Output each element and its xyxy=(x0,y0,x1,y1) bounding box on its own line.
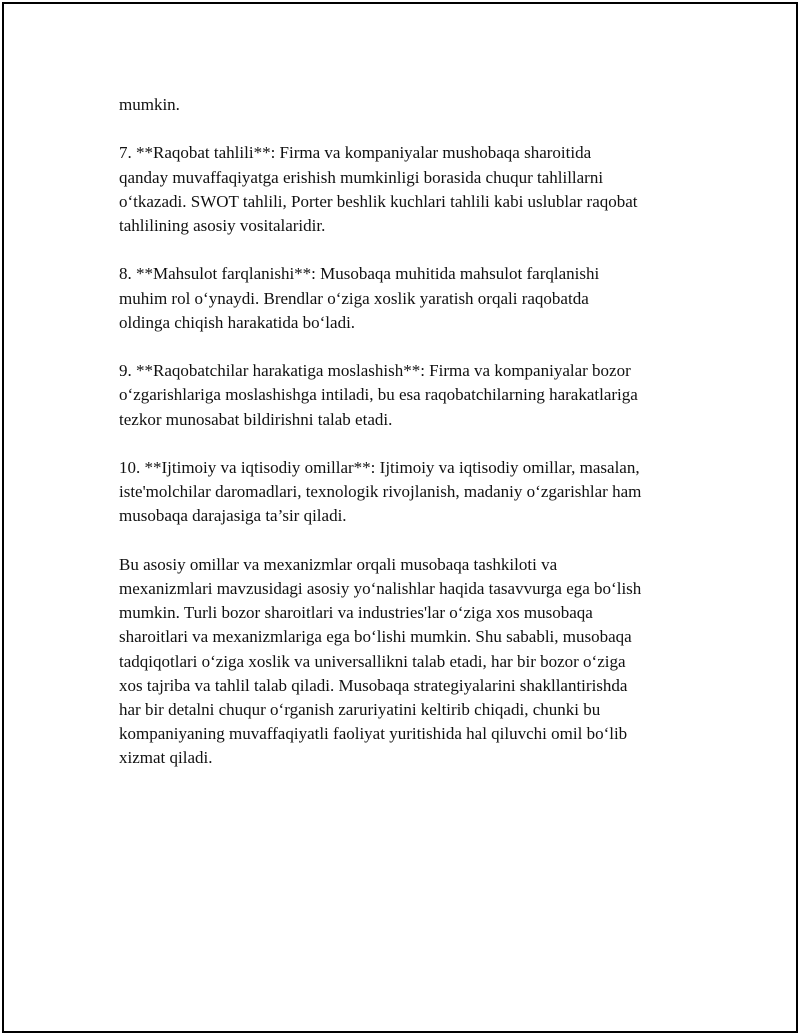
text-line: 8. **Mahsulot farqlanishi**: Musobaqa muhitida mahsulot farqlanishi xyxy=(119,264,600,284)
document-page xyxy=(2,2,798,1033)
text-line: musobaqa darajasiga ta’sir qiladi. xyxy=(119,506,347,526)
text-line: xizmat qiladi. xyxy=(119,748,213,768)
text-line: tahlilining asosiy vositalaridir. xyxy=(119,216,326,235)
text-line: qanday muvaffaqiyatga erishish mumkinligi borasida chuqur tahlillarni xyxy=(119,167,604,187)
paragraph-item-9 xyxy=(119,359,699,432)
text-line: sharoitlari va mexanizmlariga ega bo‘lishi mumkin. Shu sababli, musobaqa xyxy=(119,627,632,647)
text-line: har bir detalni chuqur o‘rganish zaruriyatini keltirib chiqadi, chunki bu xyxy=(119,700,601,719)
text-line: tezkor munosabat bildirishni talab etadi. xyxy=(119,409,393,429)
text-line: o‘tkazadi. SWOT tahlili, Porter beshlik kuchlari tahlili kabi uslublar raqobat xyxy=(119,191,638,211)
text-line: o‘zgarishlariga moslashishga intiladi, bu esa raqobatchilarning harakatlariga xyxy=(119,385,638,405)
text-line: 7. **Raqobat tahlili**: Firma va kompaniyalar mushobaqa sharoitida xyxy=(119,143,592,163)
text-line: xos tajriba va tahlil talab qiladi. Musobaqa strategiyalarini shakllantirishda xyxy=(119,675,628,695)
paragraph-item-10 xyxy=(119,456,699,529)
paragraph-conclusion xyxy=(119,553,699,771)
paragraph-item-8 xyxy=(119,262,699,335)
text-line: muhim rol o‘ynaydi. Brendlar o‘ziga xoslik yaratish orqali raqobatda xyxy=(119,288,589,308)
document-body xyxy=(119,93,699,795)
text-line: kompaniyaning muvaffaqiyatli faoliyat yuritishida hal qiluvchi omil bo‘lib xyxy=(119,724,628,744)
text-line: mumkin. xyxy=(119,95,180,114)
paragraph-continuation xyxy=(119,93,699,117)
text-line: Bu asosiy omillar va mexanizmlar orqali musobaqa tashkiloti va xyxy=(119,554,558,574)
text-line: 9. **Raqobatchilar harakatiga moslashish**: Firma va kompaniyalar bozor xyxy=(119,361,631,381)
text-line: mumkin. Turli bozor sharoitlari va industries'lar o‘ziga xos musobaqa xyxy=(119,603,593,623)
text-line: tadqiqotlari o‘ziga xoslik va universallikni talab etadi, har bir bozor o‘ziga xyxy=(119,651,626,671)
paragraph-item-7 xyxy=(119,141,699,238)
text-line: 10. **Ijtimoiy va iqtisodiy omillar**: Ijtimoiy va iqtisodiy omillar, masalan, xyxy=(119,457,640,477)
text-line: iste'molchilar daromadlari, texnologik rivojlanish, madaniy o‘zgarishlar ham xyxy=(119,482,642,502)
text-line: mexanizmlari mavzusidagi asosiy yo‘nalishlar haqida tasavvurga ega bo‘lish xyxy=(119,578,642,598)
text-line: oldinga chiqish harakatida bo‘ladi. xyxy=(119,312,356,332)
